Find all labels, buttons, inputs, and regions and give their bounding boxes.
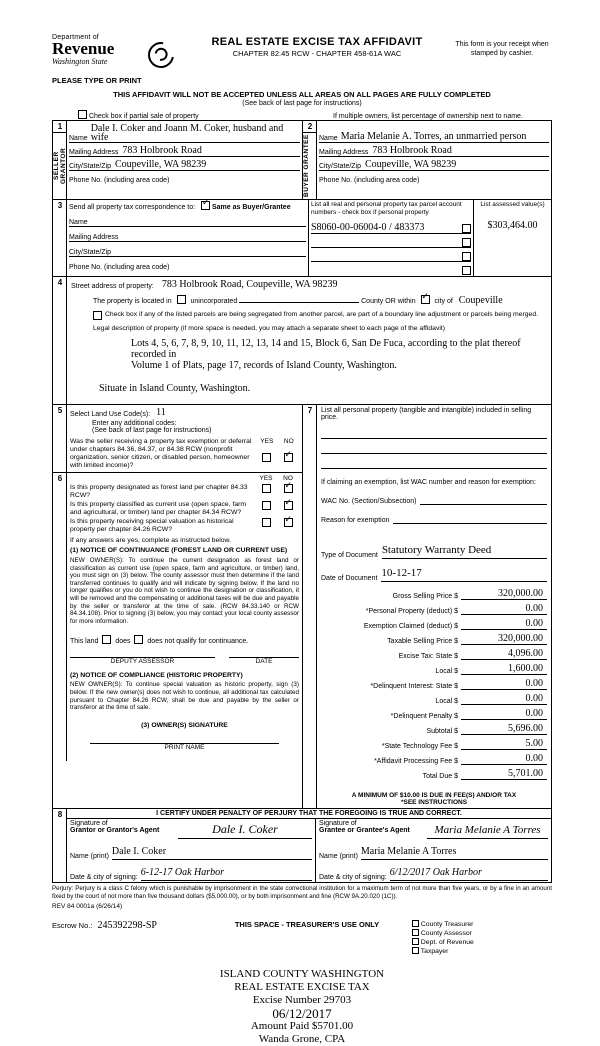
parties-section xyxy=(52,120,552,200)
escrow-row[interactable] xyxy=(52,920,202,931)
box4-section xyxy=(52,277,552,405)
line-value-0[interactable]: 320,000.00 xyxy=(461,588,547,600)
treasurer-use-label: THIS SPACE - TREASURER'S USE ONLY xyxy=(234,920,380,929)
historic-question: Is this property receiving special valuation as historical property per chapter 84.26 RCW? xyxy=(70,518,234,533)
land-use-label: Select Land Use Code(s): xyxy=(70,411,151,418)
grantor-signature-block xyxy=(67,819,316,882)
form-header xyxy=(52,30,552,88)
line-value-1[interactable]: 0.00 xyxy=(461,603,547,615)
line-label-10: *State Technology Fee $ xyxy=(381,743,458,750)
line-value-2[interactable]: 0.00 xyxy=(461,618,547,630)
line-value-11[interactable]: 0.00 xyxy=(461,753,547,765)
rev-form-number: REV 84 0001a (6/26/14) xyxy=(52,903,123,910)
forest-land-question: Is this property designated as forest land per chapter 84.33 RCW? xyxy=(70,484,248,499)
box5-section xyxy=(53,405,302,473)
line-label-8: *Delinquent Penalty $ xyxy=(390,713,458,720)
box6-no-label: NO xyxy=(283,475,293,482)
copy-checkbox-2[interactable] xyxy=(412,938,419,945)
line-value-10[interactable]: 5.00 xyxy=(461,738,547,750)
partial-sale-label: Check box if partial sale of property xyxy=(88,113,199,120)
doc-date-label: Date of Document xyxy=(321,575,378,582)
q3-no-checkbox[interactable] xyxy=(284,518,293,527)
box5-box7-section xyxy=(52,405,552,809)
copy-label-3: Taxpayer xyxy=(420,948,449,955)
grantor-name-label: Name (print) xyxy=(70,853,109,860)
certify-statement: I CERTIFY UNDER PENALTY OF PERJURY THAT THE FOREGOING IS TRUE AND CORRECT. xyxy=(67,809,551,819)
line-value-3[interactable]: 320,000.00 xyxy=(461,633,547,645)
line-label-12: Total Due $ xyxy=(422,773,458,780)
legal-desc-line2[interactable]: Volume 1 of Plats, page 17, records of Island County, Washington. xyxy=(131,360,397,371)
assessed-value[interactable]: $303,464.00 xyxy=(487,220,538,231)
notice-continuance-body: NEW OWNER(S): To continue the current designation as forest land or classification as current use (open space, farm and agriculture, or timber) land, you must sign on (3) below. The county assessor must then determine if the land transferred continues to qualify and will indicate by signing below. If the land no longer qualifies or you do not wish to continue the designation or classification, it will be removed and the compensating or additional taxes will be due and payable by the seller or transferor at the time of sale. (RCW 84.33.140 or RCW 84.34.108). Prior to signing (3) below, you may contact your local county assessor for more information. xyxy=(70,557,299,625)
grantee-signature-block xyxy=(316,819,551,882)
form-title-block xyxy=(192,36,442,58)
buyer-mailing-label: Mailing Address xyxy=(319,149,369,156)
seller-side-label: SELLER GRANTOR xyxy=(53,147,67,185)
box3-section xyxy=(52,200,552,277)
stamp-line-1: ISLAND COUNTY WASHINGTON xyxy=(219,968,385,980)
multiple-owners-note: If multiple owners, list percentage of ownership next to name. xyxy=(333,113,523,120)
street-address-label: Street address of property: xyxy=(71,283,154,290)
see-instructions-note: *SEE INSTRUCTIONS xyxy=(400,799,468,806)
affidavit-notice: THIS AFFIDAVIT WILL NOT BE ACCEPTED UNLESS ALL AREAS ON ALL PAGES ARE FULLY COMPLETED xyxy=(113,90,491,99)
assessed-header: List assessed value(s) xyxy=(480,201,545,208)
box5-number: 5 xyxy=(57,406,63,415)
exemption-question: Was the seller receiving a property tax exemption or deferral under chapters 84.36, 84.37, or 84.38 RCW (nonprofit organization, senior citizen, or disabled person, homeowner with limited income)? xyxy=(70,438,252,469)
seller-name-label: Name xyxy=(69,135,88,142)
buyer-box-number: 2 xyxy=(303,121,317,133)
copy-label-2: Dept. of Revenue xyxy=(420,939,474,946)
seller-city-label: City/State/Zip xyxy=(69,163,112,170)
assessor-date-label: DATE xyxy=(255,658,273,666)
street-address-value[interactable]: 783 Holbrook Road, Coupeville, WA 98239 xyxy=(161,279,338,290)
parcel-numbers-value[interactable]: S8060-00-06004-0 / 483373 xyxy=(311,222,425,233)
seller-mailing-label: Mailing Address xyxy=(69,149,119,156)
line-value-9[interactable]: 5,696.00 xyxy=(461,723,547,735)
affidavit-notice-sub: (See back of last page for instructions) xyxy=(242,100,362,107)
doc-type-label: Type of Document xyxy=(321,552,378,559)
q3-yes-checkbox[interactable] xyxy=(262,518,271,527)
box3-send-label: Send all property tax correspondence to: xyxy=(69,204,196,211)
current-use-question: Is this property classified as current use (open space, farm and agricultural, or timber) land per chapter 84.34 RCW? xyxy=(70,501,247,516)
box8-number: 8 xyxy=(57,810,63,819)
copy-checkbox-0[interactable] xyxy=(412,920,419,927)
grantor-sig-label2: Grantor or Grantor's Agent xyxy=(70,827,160,834)
this-land-label: This land xyxy=(70,638,99,646)
line-value-8[interactable]: 0.00 xyxy=(461,708,547,720)
partial-sale-row[interactable] xyxy=(52,110,333,120)
box8-section xyxy=(52,809,552,883)
deputy-assessor-label: DEPUTY ASSESSOR xyxy=(110,658,175,666)
parcel-personal-checkbox-2[interactable] xyxy=(462,238,471,247)
city-of-checkbox[interactable] xyxy=(421,295,430,304)
this-land-row[interactable] xyxy=(70,635,299,645)
stamp-line-5: Amount Paid $5701.00 xyxy=(250,1020,354,1032)
owner-signature-title: (3) OWNER(S) SIGNATURE xyxy=(141,721,228,729)
located-label: The property is located in xyxy=(93,298,172,305)
grantee-signature[interactable]: Maria Melanie A Torres xyxy=(434,824,541,836)
affidavit-form xyxy=(52,30,552,1046)
line-value-12[interactable]: 5,701.00 xyxy=(461,768,547,780)
exemption-yes-checkbox[interactable] xyxy=(262,453,271,462)
city-of-label: city of xyxy=(434,298,453,305)
does-not-label: does not qualify for continuance. xyxy=(147,638,249,646)
copy-checkbox-1[interactable] xyxy=(412,929,419,936)
state-line: Washington State xyxy=(52,57,108,66)
treasurer-stamp xyxy=(52,968,552,1046)
land-use-value[interactable]: 11 xyxy=(156,407,166,418)
line-label-1: *Personal Property (deduct) $ xyxy=(365,608,458,615)
line-label-6: *Delinquent Interest: State $ xyxy=(370,683,458,690)
line-value-4[interactable]: 4,096.00 xyxy=(461,648,547,660)
box3-name-label: Name xyxy=(69,219,88,226)
segregated-row[interactable] xyxy=(71,311,547,320)
box6-yes-label: YES xyxy=(259,475,273,482)
segregated-label: Check box if any of the listed parcels are being segregated from another parcel, are part of a boundary line adjustment or parcels being merged. xyxy=(105,311,538,318)
reason-label: Reason for exemption xyxy=(321,517,390,524)
seller-city-value[interactable]: Coupeville, WA 98239 xyxy=(115,159,207,170)
does-checkbox[interactable] xyxy=(102,635,111,644)
box3-send-row[interactable] xyxy=(69,201,306,212)
copy-label-0: County Treasurer xyxy=(420,921,474,928)
copies-list xyxy=(412,920,552,956)
seller-name-value[interactable]: Dale I. Coker and Joann M. Coker, husband and wife xyxy=(90,123,284,143)
seller-phone-label: Phone No. (including area code) xyxy=(69,177,170,184)
seller-box-number: 1 xyxy=(53,121,67,133)
legal-desc-line3[interactable]: Situate in Island County, Washington. xyxy=(99,383,251,394)
reason-value[interactable] xyxy=(393,513,547,524)
copy-label-1: County Assessor xyxy=(420,930,472,937)
box3-phone-label: Phone No. (including area code) xyxy=(69,264,170,271)
partial-sale-checkbox[interactable] xyxy=(78,110,87,119)
same-as-buyer-checkbox[interactable] xyxy=(201,201,210,210)
buyer-box xyxy=(303,121,551,199)
enter-codes-label: Enter any additional codes: xyxy=(92,420,177,427)
q1-yes-checkbox[interactable] xyxy=(262,484,271,493)
unincorporated-checkbox[interactable] xyxy=(177,295,186,304)
escrow-number[interactable]: 245392298-SP xyxy=(97,920,157,931)
city-of-value[interactable]: Coupeville xyxy=(458,295,503,306)
stamp-line-6: Wanda Grone, CPA xyxy=(258,1033,346,1045)
q2-no-checkbox[interactable] xyxy=(284,501,293,510)
grantor-sig-label: Signature of xyxy=(70,820,108,827)
dor-logo xyxy=(52,34,177,66)
grantor-date-value[interactable]: 6-12-17 Oak Harbor xyxy=(140,867,225,878)
does-not-checkbox[interactable] xyxy=(134,635,143,644)
claiming-exemption-label: If claiming an exemption, list WAC number and reason for exemption: xyxy=(321,479,536,486)
box3-mailing-label: Mailing Address xyxy=(69,234,119,241)
county-or-label: County OR within xyxy=(361,298,416,305)
wac-label: WAC No. (Section/Subsection) xyxy=(321,498,417,505)
print-name-label: PRINT NAME xyxy=(164,743,205,751)
line-label-3: Taxable Selling Price $ xyxy=(387,638,458,645)
q1-no-checkbox[interactable] xyxy=(284,484,293,493)
line-label-7: Local $ xyxy=(435,698,458,705)
page-title: REAL ESTATE EXCISE TAX AFFIDAVIT xyxy=(211,36,423,48)
parcel-personal-checkbox-4[interactable] xyxy=(462,266,471,275)
line-value-6[interactable]: 0.00 xyxy=(461,678,547,690)
segregated-checkbox[interactable] xyxy=(93,311,102,320)
chapter-subtitle: CHAPTER 82.45 RCW - CHAPTER 458-61A WAC xyxy=(232,49,402,58)
seller-mailing-value[interactable]: 783 Holbrook Road xyxy=(122,145,202,156)
stamp-line-4: 06/12/2017 xyxy=(272,1006,332,1021)
escrow-label: Escrow No.: xyxy=(52,921,93,930)
line-value-5[interactable]: 1,600.00 xyxy=(461,663,547,675)
box6-section xyxy=(53,473,302,761)
personal-property-label: List all personal property (tangible and intangible) included in selling price. xyxy=(321,407,532,421)
box4-number: 4 xyxy=(57,278,63,287)
buyer-city-label: City/State/Zip xyxy=(319,163,362,170)
doc-date-value[interactable]: 10-12-17 xyxy=(381,567,422,579)
line-label-4: Excise Tax: State $ xyxy=(398,653,458,660)
grantor-signature[interactable]: Dale I. Coker xyxy=(212,822,278,836)
unincorporated-label: unincorporated xyxy=(190,298,238,305)
buyer-name-value[interactable]: Maria Melanie A. Torres, an unmarried person xyxy=(340,131,527,142)
grantor-name-value[interactable]: Dale I. Coker xyxy=(111,846,167,857)
grantee-name-label: Name (print) xyxy=(319,853,358,860)
parcel-personal-checkbox-3[interactable] xyxy=(462,252,471,261)
personal-property-line1[interactable] xyxy=(321,424,547,439)
please-type-label: PLEASE TYPE OR PRINT xyxy=(52,76,142,85)
grantee-name-value[interactable]: Maria Melanie A Torres xyxy=(360,846,457,857)
exemption-no-checkbox[interactable] xyxy=(284,453,293,462)
dept-line: Department of xyxy=(52,34,99,41)
legal-desc-label: Legal description of property (if more space is needed, you may attach a separate sheet to each page of the affidavit) xyxy=(93,325,446,332)
line-label-9: Subtotal $ xyxy=(426,728,458,735)
doc-type-value[interactable]: Statutory Warranty Deed xyxy=(381,544,492,556)
box6-number: 6 xyxy=(57,474,63,483)
box3-city-label: City/State/Zip xyxy=(69,249,112,256)
box3-number: 3 xyxy=(57,201,63,210)
legal-desc-line1[interactable]: Lots 4, 5, 6, 7, 8, 9, 10, 11, 12, 13, 14 and 15, Block 6, San De Fuca, according to the plat thereof recorded in xyxy=(131,338,521,360)
located-row[interactable] xyxy=(71,295,547,306)
buyer-side-label: BUYER GRANTEE xyxy=(303,134,310,198)
grantee-date-label: Date & city of signing: xyxy=(319,874,387,881)
box7-section xyxy=(303,405,551,808)
seller-box xyxy=(53,121,303,199)
stamp-line-3: Excise Number 29703 xyxy=(252,994,352,1006)
wac-value[interactable] xyxy=(420,494,547,505)
box5-yes-label: YES xyxy=(260,438,274,445)
grantee-sig-label: Signature of xyxy=(319,820,357,827)
buyer-phone-label: Phone No. (including area code) xyxy=(319,177,420,184)
box5-no-label: NO xyxy=(283,438,294,445)
perjury-note: Perjury: Perjury is a class C felony which is punishable by imprisonment in the state correctional institution for a maximum term of not more than five years, or by a fine in an amount fixed by the court of not more than five thousand dollars ($5,000.00), or by both imprisonment and fine (RCW 9A.20.020 (1C)). xyxy=(52,885,552,900)
line-label-11: *Affidavit Processing Fee $ xyxy=(374,758,458,765)
grantor-date-label: Date & city of signing: xyxy=(70,874,138,881)
if-any-yes-note: If any answers are yes, complete as instructed below. xyxy=(70,537,231,544)
revenue-line: Revenue xyxy=(52,39,115,58)
minimum-due-note: A MINIMUM OF $10.00 IS DUE IN FEE(S) AND/OR TAX xyxy=(351,792,517,799)
buyer-city-value[interactable]: Coupeville, WA 98239 xyxy=(365,159,457,170)
copy-checkbox-3[interactable] xyxy=(412,947,419,954)
notice-compliance-title: (2) NOTICE OF COMPLIANCE (HISTORIC PROPERTY) xyxy=(70,672,243,680)
same-as-buyer-label: Same as Buyer/Grantee xyxy=(211,204,291,211)
buyer-name-label: Name xyxy=(319,135,338,142)
parcel-personal-checkbox-1[interactable] xyxy=(462,224,471,233)
does-label: does xyxy=(115,638,131,646)
notice-continuance-title: (1) NOTICE OF CONTINUANCE (FOREST LAND OR CURRENT USE) xyxy=(70,547,288,554)
stamp-line-2: REAL ESTATE EXCISE TAX xyxy=(234,981,370,993)
line-label-5: Local $ xyxy=(435,668,458,675)
line-label-2: Exemption Claimed (deduct) $ xyxy=(363,623,458,630)
grantee-sig-label2: Grantee or Grantee's Agent xyxy=(319,827,410,834)
buyer-mailing-value[interactable]: 783 Holbrook Road xyxy=(372,145,452,156)
q2-yes-checkbox[interactable] xyxy=(262,501,271,510)
line-value-7[interactable]: 0.00 xyxy=(461,693,547,705)
box7-number: 7 xyxy=(307,406,313,415)
notice-compliance-body: NEW OWNER(S): To continue special valuation as historic property, sign (3) below. If the new owner(s) does not wish to continue, all additional tax calculated pursuant to Chapter 84.26 RCW, shall be due and payable by the seller or transferor at the time of sale. xyxy=(70,681,299,712)
personal-property-line3[interactable] xyxy=(321,454,547,469)
see-back-label: (See back of last page for instructions) xyxy=(92,427,212,434)
receipt-note: This form is your receipt when stamped by cashier. xyxy=(455,41,549,57)
parcel-header: List all real and personal property tax parcel account numbers - check box if personal property xyxy=(311,201,462,216)
line-label-0: Gross Selling Price $ xyxy=(392,593,458,600)
personal-property-line2[interactable] xyxy=(321,439,547,454)
tax-calculation-list xyxy=(321,588,547,780)
grantee-date-value[interactable]: 6/12/2017 Oak Harbor xyxy=(389,867,482,878)
